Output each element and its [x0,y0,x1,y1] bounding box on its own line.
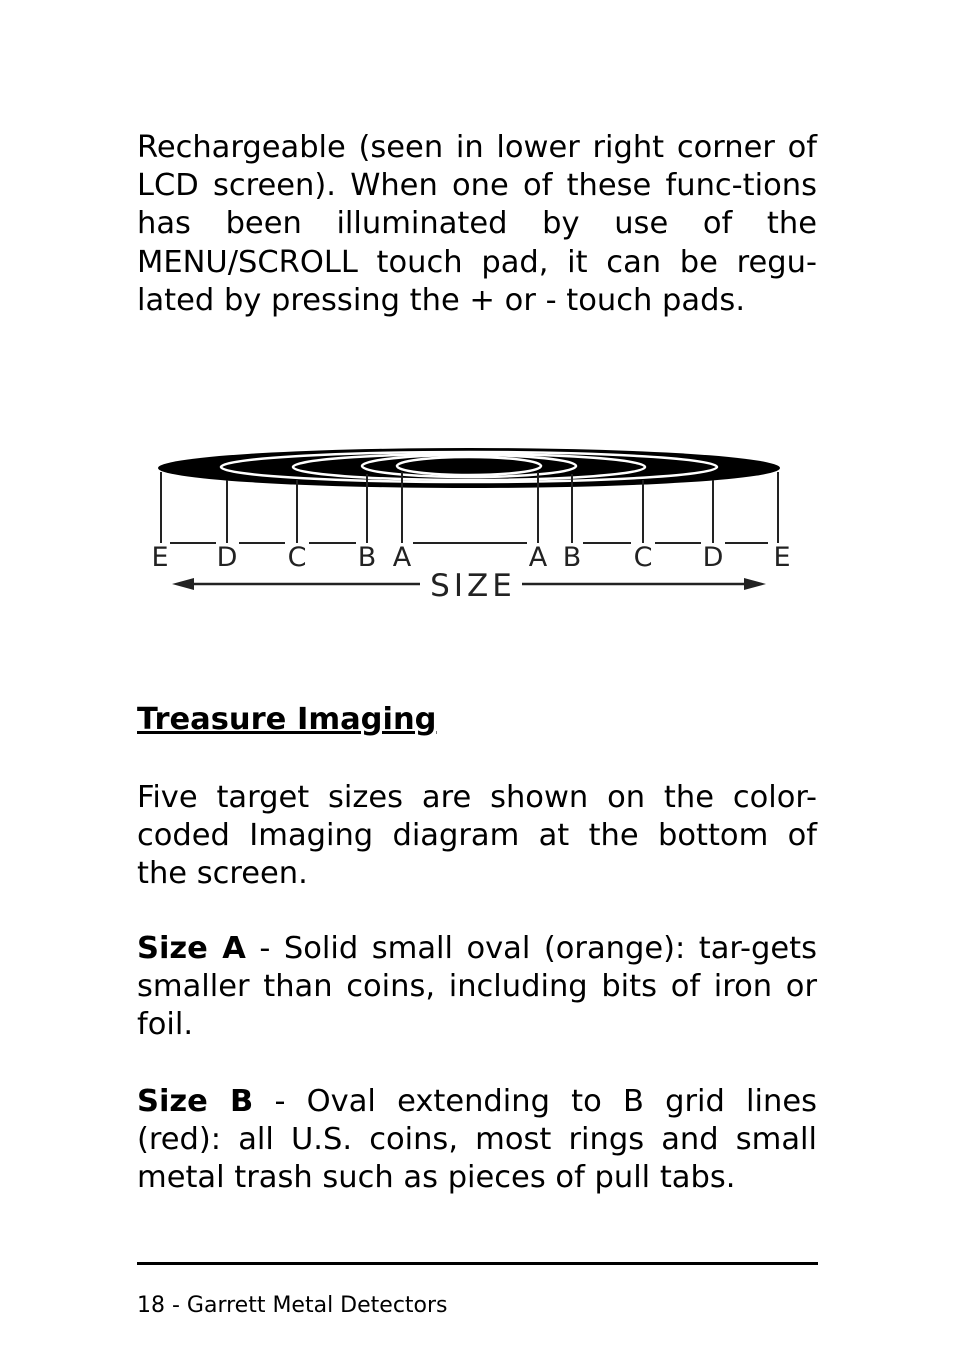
size-b-description: - Oval extending to B grid lines (red): all U.S. coins, most rings and small metal trash such as pieces of pull tabs. [137,1084,817,1196]
label-a-left: A [392,542,412,573]
intro-paragraph: Rechargeable (seen in lower right corner of LCD screen). When one of these func-tions has been illuminated by use of the MENU/SCROLL touch pad, it can be regu-lated by pressing the + or - touch pads. [137,130,817,318]
label-a-right: A [528,542,548,573]
label-c-left: C [287,542,307,573]
arrow-head-left [172,578,194,590]
size-arrow [172,568,766,604]
five-sizes-paragraph: Five target sizes are shown on the color-coded Imaging diagram at the bottom of the screen. [137,780,817,892]
label-e-left: E [151,542,169,573]
label-d-left: D [216,542,238,573]
page-footer: 18 - Garrett Metal Detectors [137,1293,448,1318]
arrow-head-right [744,578,766,590]
size-a-paragraph [137,930,817,1045]
size-axis-label: SIZE [430,568,516,604]
footer-divider [137,1262,818,1265]
label-b-left: B [357,542,377,573]
label-d-right: D [702,542,724,573]
label-e-right: E [773,542,791,573]
label-c-right: C [633,542,653,573]
label-b-right: B [562,542,582,573]
size-a-term: Size A [137,931,246,966]
size-a-description: - Solid small oval (orange): tar-gets smaller than coins, including bits of iron or foil. [137,931,817,1043]
size-ovals [158,448,780,488]
size-b-term: Size B [137,1084,254,1119]
section-heading: Treasure Imaging [137,702,437,737]
treasure-imaging-size-diagram [140,440,800,610]
size-b-paragraph [137,1083,817,1198]
